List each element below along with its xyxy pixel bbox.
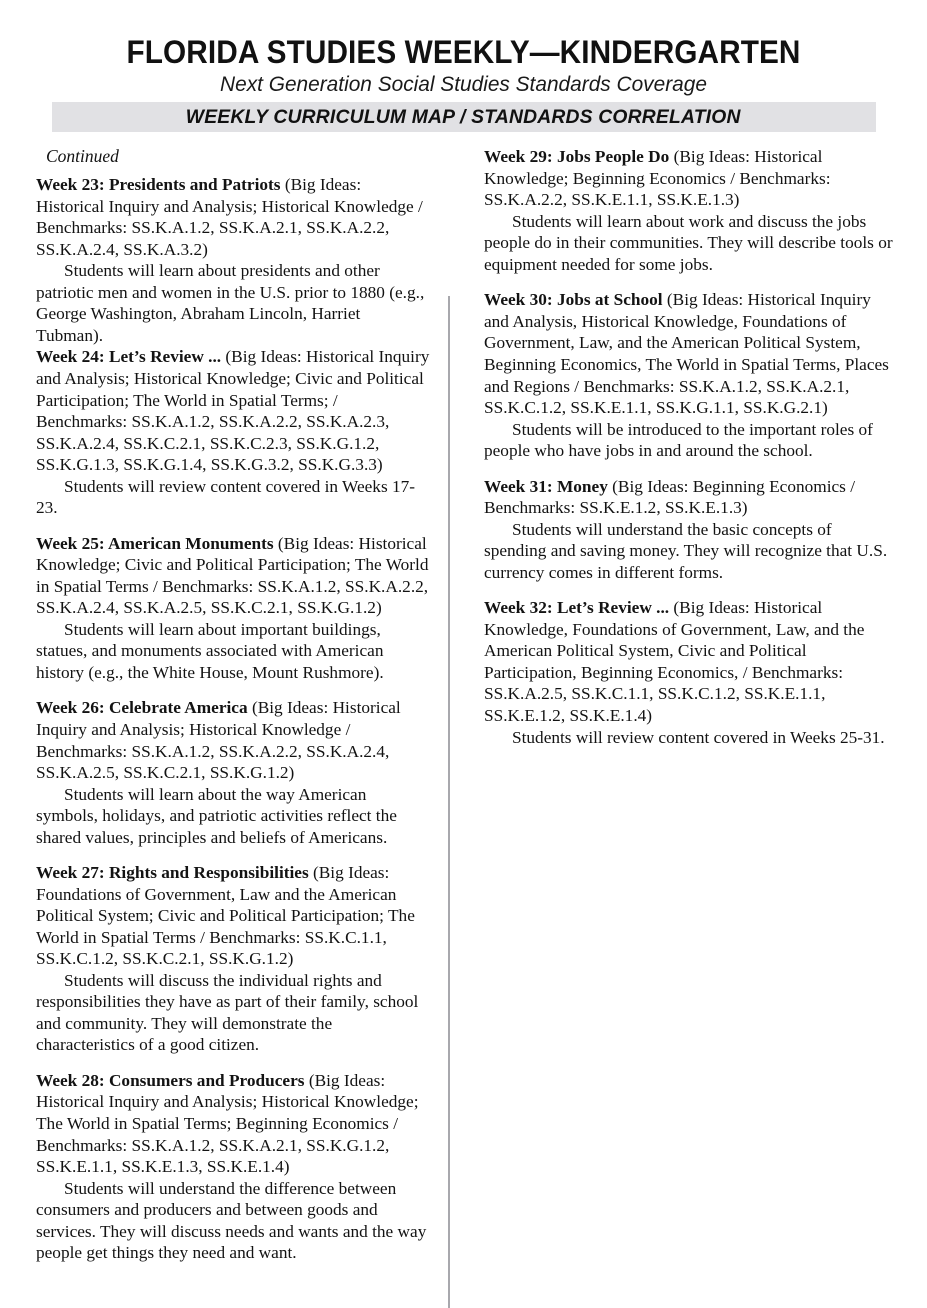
week-entry-standards: (Big Ideas: Historical Inquiry and Analysis; Historical Knowledge / Benchmarks: SS.K.A.1.2, SS.K.A.2.2, SS.K.A.2.4, SS.K.A.2.5, SS.K.C.2.1, SS.K.G.1.2) — [36, 698, 401, 783]
week-entry-title: Week 23: Presidents and Patriots — [36, 175, 281, 195]
week-entry-heading — [484, 597, 897, 726]
week-entry-title: Week 28: Consumers and Producers — [36, 1070, 305, 1090]
week-entry-title: Week 29: Jobs People Do — [484, 147, 670, 167]
page-title: FLORIDA STUDIES WEEKLY—KINDERGARTEN — [126, 34, 801, 70]
week-entry-standards: (Big Ideas: Historical Inquiry and Analysis; Historical Knowledge / Benchmarks: SS.K.A.1.2, SS.K.A.2.1, SS.K.A.2.2, SS.K.A.2.4, SS.K.A.3.2) — [36, 175, 423, 259]
week-entry-standards: (Big Ideas: Beginning Economics / Benchmarks: SS.K.E.1.2, SS.K.E.1.3) — [484, 476, 856, 518]
week-entry-heading — [36, 1070, 430, 1178]
week-entry-heading — [36, 346, 430, 475]
week-entry-standards: (Big Ideas: Historical Knowledge; Beginning Economics / Benchmarks: SS.K.A.2.2, SS.K.E.1.1, SS.K.E.1.3) — [484, 147, 831, 210]
right-column — [448, 146, 897, 1278]
section-banner — [52, 102, 876, 132]
week-entry-heading — [484, 289, 897, 418]
continued-label: Continued — [46, 146, 119, 167]
week-entry-standards: (Big Ideas: Historical Inquiry and Analysis; Historical Knowledge; The World in Spatial Terms; Beginning Economics / Benchmarks: SS.K.A.1.2, SS.K.A.2.1, SS.K.G.1.2, SS.K.E.1.1, SS.K.E.1.3, SS.K.E.1.4) — [36, 1070, 419, 1177]
week-entry-standards: (Big Ideas: Historical Inquiry and Analysis; Historical Knowledge; Civic and Political Participation; The World in Spatial Terms; / Benchmarks: SS.K.A.1.2, SS.K.A.2.2, SS.K.A.2.3, SS.K.A.2.4, SS.K.C.2.1, SS.K.C.2.3, SS.K.G.1.2, SS.K.G.1.3, SS.K.G.1.4, SS.K.G.3.2, SS.K.G.3.3) — [36, 347, 430, 475]
week-entry-heading — [36, 697, 430, 783]
week-entry-title: Week 32: Let’s Review ... — [484, 598, 670, 618]
week-entry — [36, 533, 430, 684]
week-entry-description: Students will understand the basic concepts of spending and saving money. They will recognize that U.S. currency comes in different forms. — [484, 519, 888, 582]
week-entry-heading — [484, 146, 897, 211]
page-subtitle: Next Generation Social Studies Standards Coverage — [220, 71, 707, 96]
week-entry-description: Students will learn about the way American symbols, holidays, and patriotic activities reflect the shared values, principles and beliefs of Americans. — [36, 784, 397, 847]
week-entry-description: Students will understand the difference between consumers and producers and between goods and services. They will discuss needs and wants and the way people get things they need and want. — [36, 1178, 427, 1263]
week-entry-title: Week 30: Jobs at School — [484, 290, 663, 310]
week-entry — [484, 476, 897, 584]
left-entry-list — [36, 174, 430, 1264]
week-entry — [36, 862, 430, 1056]
week-entry-standards: (Big Ideas: Foundations of Government, Law and the American Political System; Civic and Political Participation; The World in Spatial Terms / Benchmarks: SS.K.C.1.1, SS.K.C.1.2, SS.K.C.2.1, SS.K.G.1.2) — [36, 863, 415, 969]
week-entry-description: Students will be introduced to the important roles of people who have jobs in and around the school. — [484, 419, 873, 461]
week-entry-standards: (Big Ideas: Historical Inquiry and Analysis, Historical Knowledge, Foundations of Government, Law, and the American Political System, Beginning Economics, The World in Spatial Terms, Places and Regions / Benchmarks: SS.K.A.1.2, SS.K.A.2.1, SS.K.C.1.2, SS.K.E.1.1, SS.K.G.1.1, SS.K.G.2.1) — [484, 290, 889, 418]
week-entry-title: Week 24: Let’s Review ... — [36, 347, 222, 367]
week-entry-description: Students will review content covered in Weeks 17-23. — [36, 476, 416, 518]
week-entry — [484, 289, 897, 461]
week-entry — [36, 174, 430, 346]
week-entry-heading — [36, 533, 430, 619]
week-entry-heading — [484, 476, 897, 519]
week-entry-title: Week 31: Money — [484, 476, 608, 496]
two-column-body — [0, 146, 927, 1278]
week-entry-description: Students will review content covered in Weeks 25-31. — [512, 727, 885, 747]
week-entry-title: Week 26: Celebrate America — [36, 698, 248, 718]
week-entry-description: Students will learn about presidents and other patriotic men and women in the U.S. prior to 1880 (e.g., George Washington, Abraham Lincoln, Harriet Tubman). — [36, 261, 425, 345]
masthead — [0, 0, 927, 132]
week-entry — [484, 146, 897, 275]
week-entry — [36, 697, 430, 848]
week-entry-standards: (Big Ideas: Historical Knowledge; Civic and Political Participation; The World in Spatial Terms / Benchmarks: SS.K.A.1.2, SS.K.A.2.2, SS.K.A.2.4, SS.K.A.2.5, SS.K.C.2.1, SS.K.G.1.2) — [36, 533, 429, 618]
week-entry-heading — [36, 174, 430, 260]
week-entry — [36, 1070, 430, 1264]
week-entry-title: Week 27: Rights and Responsibilities — [36, 863, 309, 883]
week-entry-title: Week 25: American Monuments — [36, 533, 274, 553]
week-entry — [36, 346, 430, 518]
section-banner-label: WEEKLY CURRICULUM MAP / STANDARDS CORRELATION — [186, 105, 741, 128]
week-entry-heading — [36, 862, 430, 970]
right-entry-list — [484, 146, 897, 748]
week-entry-description: Students will learn about important buildings, statues, and monuments associated with American history (e.g., the White House, Mount Rushmore). — [36, 619, 384, 682]
week-entry-description: Students will discuss the individual rights and responsibilities they have as part of their family, school and community. They will demonstrate the characteristics of a good citizen. — [36, 970, 419, 1055]
left-column — [36, 146, 448, 1278]
week-entry-standards: (Big Ideas: Historical Knowledge, Foundations of Government, Law, and the American Political System, Civic and Political Participation, Beginning Economics, / Benchmarks: SS.K.A.2.5, SS.K.C.1.1, SS.K.C.1.2, SS.K.E.1.1, SS.K.E.1.2, SS.K.E.1.4) — [484, 598, 865, 725]
week-entry-description: Students will learn about work and discuss the jobs people do in their communities. They will describe tools or equipment needed for some jobs. — [484, 211, 893, 274]
column-divider — [448, 296, 450, 1308]
week-entry — [484, 597, 897, 748]
